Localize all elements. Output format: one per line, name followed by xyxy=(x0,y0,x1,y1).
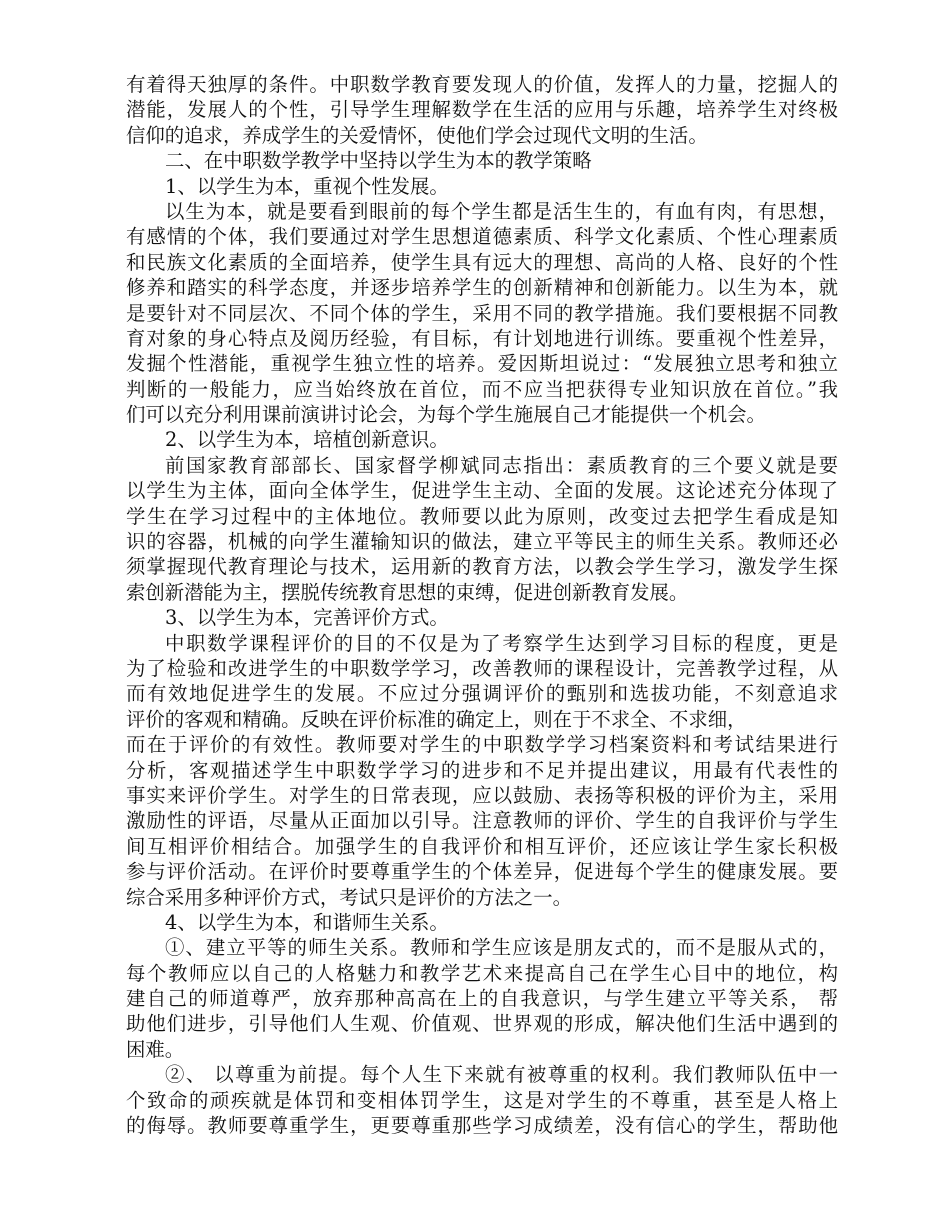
text-line: 育对象的身心特点及阅历经验，有目标，有计划地进行训练。要重视个性差异， xyxy=(126,326,838,350)
text-line: 中职数学课程评价的目的不仅是为了考察学生达到学习目标的程度，更是 xyxy=(165,631,838,655)
text-line: 事实来评价学生。对学生的日常表现，应以鼓励、表扬等积极的评价为主，采用 xyxy=(126,783,838,807)
text-line: ②、 以尊重为前提。每个人生下来就有被尊重的权利。我们教师队伍中一 xyxy=(165,1063,838,1087)
text-line: 有着得天独厚的条件。中职数学教育要发现人的价值，发挥人的力量，挖掘人的 xyxy=(126,73,838,96)
text-line: 有感情的个体，我们要通过对学生思想道德素质、科学文化素质、个性心理素质 xyxy=(126,225,838,249)
text-line: 以生为本，就是要看到眼前的每个学生都是活生生的，有血有肉，有思想， xyxy=(165,199,838,223)
text-line: 是要针对不同层次、不同个体的学生，采用不同的教学措施。我们要根据不同教 xyxy=(126,301,838,325)
text-line: 1、以学生为本，重视个性发展。 xyxy=(165,174,449,198)
text-line: 激励性的评语，尽量从正面加以引导。注意教师的评价、学生的自我评价与学生 xyxy=(126,809,838,833)
document-page xyxy=(126,72,838,1138)
text-line: 和民族文化素质的全面培养，使学生具有远大的理想、高尚的人格、良好的个性 xyxy=(126,250,838,274)
text-line: 分析，客观描述学生中职数学学习的进步和不足并提出建议，用最有代表性的 xyxy=(126,758,838,782)
text-line: 综合采用多种评价方式，考试只是评价的方法之一。 xyxy=(126,885,572,909)
text-line: 须掌握现代教育理论与技术，运用新的教育方法，以教会学生学习，激发学生探 xyxy=(126,555,838,579)
text-line: 识的容器，机械的向学生灌输知识的做法，建立平等民主的师生关系。教师还必 xyxy=(126,530,838,554)
text-line: 判断的一般能力，应当始终放在首位，而不应当把获得专业知识放在首位。”我 xyxy=(126,377,838,401)
text-line: 2、以学生为本，培植创新意识。 xyxy=(165,428,449,452)
text-line: ①、建立平等的师生关系。教师和学生应该是朋友式的，而不是服从式的， xyxy=(165,936,838,960)
text-line: 评价的客观和精确。反映在评价标准的确定上，则在于不求全、不求细， xyxy=(126,707,747,731)
text-line: 们可以充分利用课前演讲讨论会，为每个学生施展自己才能提供一个机会。 xyxy=(126,403,766,427)
text-line: 每个教师应以自己的人格魅力和教学艺术来提高自己在学生心目中的地位，构 xyxy=(126,961,838,985)
text-line: 助他们进步，引导他们人生观、价值观、世界观的形成，解决他们生活中遇到的 xyxy=(126,1012,838,1036)
text-line: 而有效地促进学生的发展。不应过分强调评价的甄别和选拔功能，不刻意追求 xyxy=(126,682,838,706)
text-line: 前国家教育部部长、国家督学柳斌同志指出：素质教育的三个要义就是要 xyxy=(165,453,838,477)
text-line: 为了检验和改进学生的中职数学学习，改善教师的课程设计，完善教学过程，从 xyxy=(126,656,838,680)
text-line: 索创新潜能为主，摆脱传统教育思想的束缚，促进创新教育发展。 xyxy=(126,580,689,604)
text-line: 参与评价活动。在评价时要尊重学生的个体差异，促进每个学生的健康发展。要 xyxy=(126,860,838,884)
text-line: 间互相评价相结合。加强学生的自我评价和相互评价，还应该让学生家长积极 xyxy=(126,834,838,858)
text-line: 建自己的师道尊严，放弃那种高高在上的自我意识，与学生建立平等关系， 帮 xyxy=(126,987,838,1011)
text-line: 信仰的追求，养成学生的关爱情怀，使他们学会过现代文明的生活。 xyxy=(126,123,708,147)
text-line: 潜能，发展人的个性，引导学生理解数学在生活的应用与乐趣，培养学生对终极 xyxy=(126,98,838,122)
text-line: 的侮辱。教师要尊重学生，更要尊重那些学习成绩差，没有信心的学生，帮助他 xyxy=(126,1114,838,1138)
text-line: 学生在学习过程中的主体地位。教师要以此为原则，改变过去把学生看成是知 xyxy=(126,504,838,528)
text-line: 困难。 xyxy=(126,1037,185,1061)
text-line: 发掘个性潜能，重视学生独立性的培养。爱因斯坦说过：“发展独立思考和独立 xyxy=(126,352,838,376)
text-line: 以学生为主体，面向全体学生，促进学生主动、全面的发展。这论述充分体现了 xyxy=(126,479,838,503)
text-line: 4、以学生为本，和谐师生关系。 xyxy=(165,910,449,934)
text-line: 3、以学生为本，完善评价方式。 xyxy=(165,606,449,630)
text-line: 个致命的顽疾就是体罚和变相体罚学生，这是对学生的不尊重，甚至是人格上 xyxy=(126,1088,838,1112)
text-line: 二、在中职数学教学中坚持以学生为本的教学策略 xyxy=(165,149,592,173)
text-line: 而在于评价的有效性。教师要对学生的中职数学学习档案资料和考试结果进行 xyxy=(126,733,838,757)
text-line: 修养和踏实的科学态度，并逐步培养学生的创新精神和创新能力。以生为本，就 xyxy=(126,276,838,300)
